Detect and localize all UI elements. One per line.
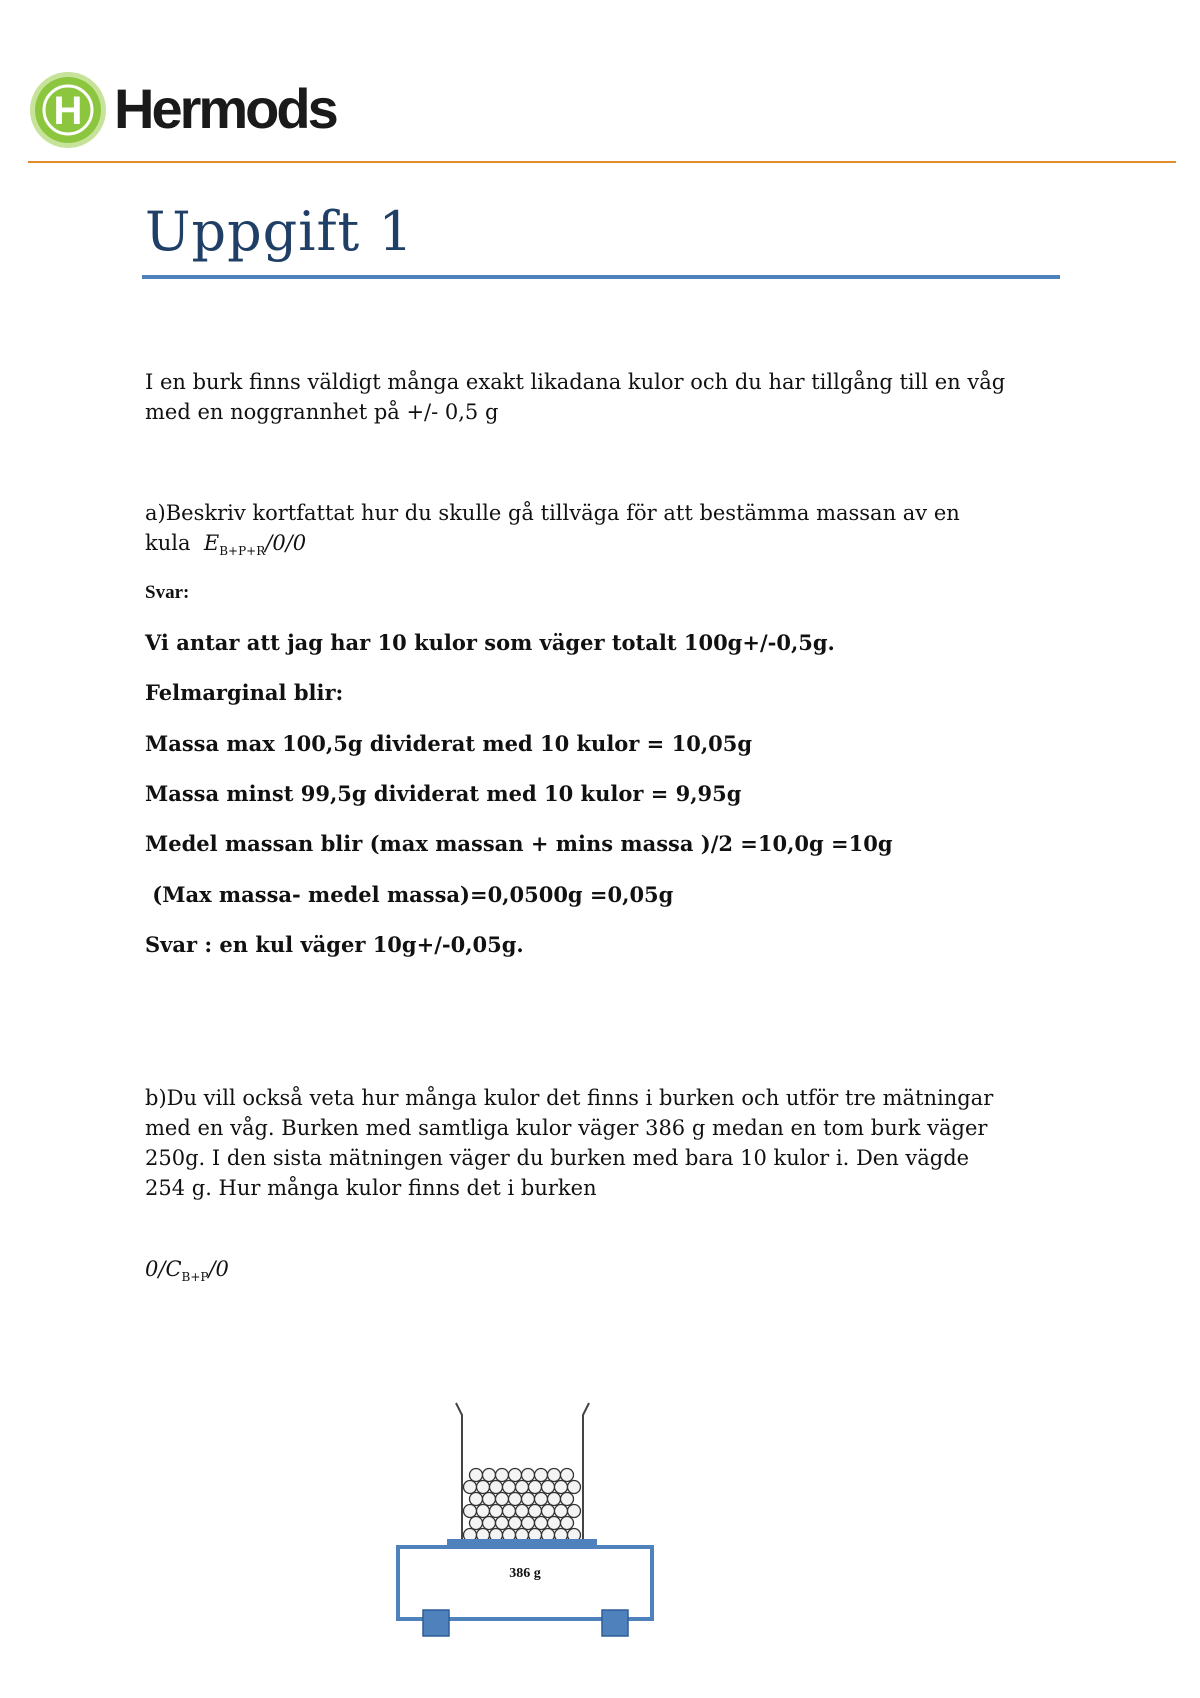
part-a-score-main: E <box>203 531 220 555</box>
marble <box>522 1517 535 1530</box>
intro-line-2: med en noggrannhet på +/- 0,5 g <box>145 400 499 424</box>
marble <box>509 1469 522 1482</box>
marble <box>477 1481 490 1494</box>
logo-text: Hermods <box>114 77 336 140</box>
marble <box>535 1469 548 1482</box>
part-b-score-sub: B+P <box>181 1270 209 1285</box>
part-b-score-main: C <box>165 1257 182 1281</box>
marble <box>470 1493 483 1506</box>
part-a-line-1: a)Beskriv kortfattat hur du skulle gå tillväga för att bestämma massan av en <box>145 501 960 525</box>
marble <box>561 1517 574 1530</box>
part-b-score-tail: /0 <box>208 1257 229 1281</box>
marble <box>516 1505 529 1518</box>
hermods-badge-icon <box>28 70 108 150</box>
marble <box>496 1517 509 1530</box>
marble <box>496 1493 509 1506</box>
part-b-line-2: med en våg. Burken med samtliga kulor väger 386 g medan en tom burk väger <box>145 1116 988 1140</box>
page-title: Uppgift 1 <box>145 200 414 263</box>
scale-icon <box>398 1539 652 1636</box>
marble <box>503 1481 516 1494</box>
marble <box>535 1517 548 1530</box>
scale-reading: 386 g <box>509 1566 541 1581</box>
marble <box>477 1505 490 1518</box>
marble <box>483 1517 496 1530</box>
marble <box>516 1481 529 1494</box>
marble <box>490 1505 503 1518</box>
marble <box>529 1481 542 1494</box>
part-a-line-2 <box>145 528 1065 566</box>
part-b-line-1: b)Du vill också veta hur många kulor det finns i burken och utför tre mätningar <box>145 1086 994 1110</box>
hermods-logo <box>28 70 348 154</box>
answer-line-5: Medel massan blir (max massan + mins massa )/2 =10,0g =10g <box>145 831 893 856</box>
marble <box>490 1481 503 1494</box>
answer-line-7: Svar : en kul väger 10g+/-0,05g. <box>145 932 524 957</box>
title-underline <box>142 275 1060 279</box>
part-a-score-tail: /0/0 <box>265 531 307 555</box>
marble <box>561 1469 574 1482</box>
part-b-score <box>145 1254 1065 1292</box>
marble <box>470 1517 483 1530</box>
marble <box>568 1481 581 1494</box>
answer-line-2: Felmarginal blir: <box>145 680 344 705</box>
marble <box>483 1469 496 1482</box>
part-a-line-2-text: kula <box>145 531 191 555</box>
marble <box>561 1493 574 1506</box>
answer-line-4: Massa minst 99,5g dividerat med 10 kulor = 9,95g <box>145 781 742 806</box>
marble <box>542 1505 555 1518</box>
marble <box>548 1517 561 1530</box>
marble <box>522 1493 535 1506</box>
marble <box>470 1469 483 1482</box>
header-divider <box>28 161 1176 163</box>
part-b-score-prefix: 0/ <box>145 1257 166 1281</box>
logo-letter: H <box>53 89 83 133</box>
marble <box>464 1481 477 1494</box>
part-b-line-4: 254 g. Hur många kulor finns det i burken <box>145 1176 597 1200</box>
marble <box>568 1505 581 1518</box>
marble <box>496 1469 509 1482</box>
marble <box>522 1469 535 1482</box>
intro-line-1: I en burk finns väldigt många exakt likadana kulor och du har tillgång till en våg <box>145 370 1006 394</box>
marble <box>555 1505 568 1518</box>
answer-line-1: Vi antar att jag har 10 kulor som väger totalt 100g+/-0,5g. <box>145 630 835 655</box>
part-a-score-sub: B+P+R <box>219 544 266 559</box>
answer-line-6: (Max massa- medel massa)=0,0500g =0,05g <box>145 882 674 907</box>
marble <box>548 1469 561 1482</box>
answer-line-3: Massa max 100,5g dividerat med 10 kulor = 10,05g <box>145 731 753 756</box>
marble <box>542 1481 555 1494</box>
marble <box>503 1505 516 1518</box>
marble <box>555 1481 568 1494</box>
marble <box>464 1505 477 1518</box>
jar-on-scale-figure <box>380 1395 670 1645</box>
marble <box>548 1493 561 1506</box>
marble <box>509 1493 522 1506</box>
part-a-score <box>203 531 307 559</box>
marble <box>535 1493 548 1506</box>
svar-label: Svar: <box>145 582 190 603</box>
marble <box>529 1505 542 1518</box>
marbles-icon <box>464 1469 581 1542</box>
part-b-line-3: 250g. I den sista mätningen väger du burken med bara 10 kulor i. Den vägde <box>145 1146 970 1170</box>
marble <box>483 1493 496 1506</box>
marble <box>509 1517 522 1530</box>
